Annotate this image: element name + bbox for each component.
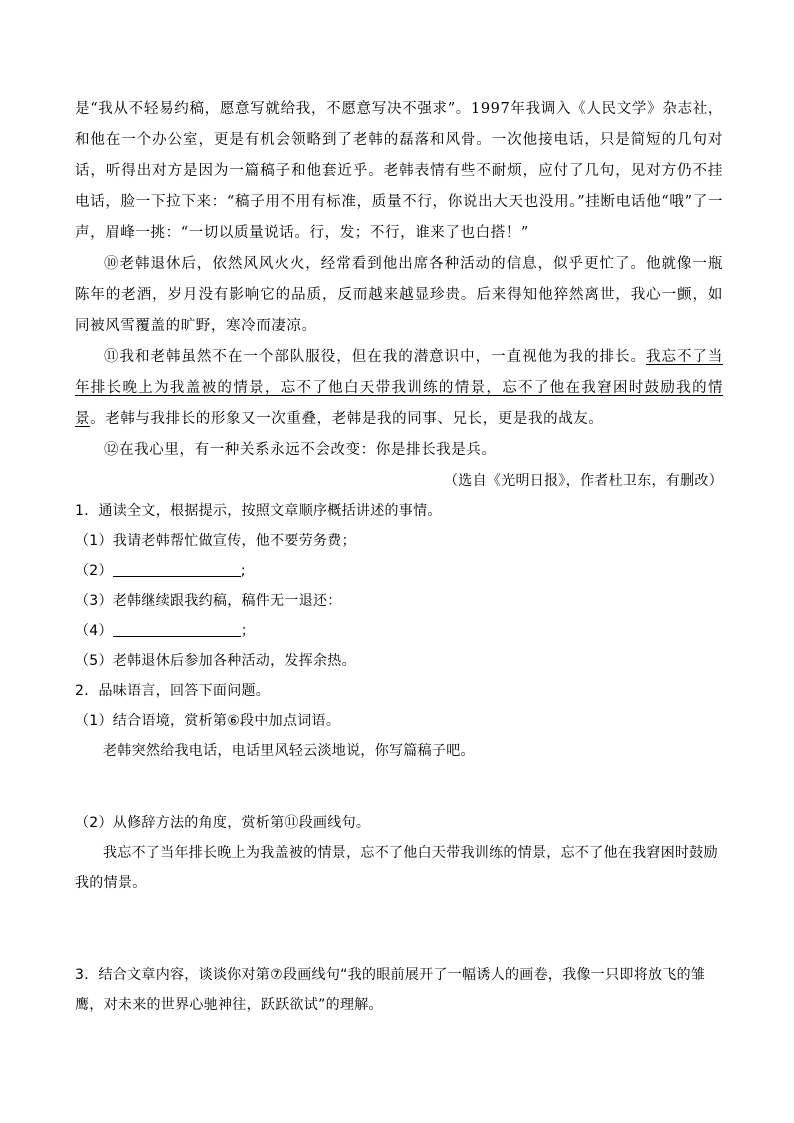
answer-space[interactable]: [75, 766, 723, 808]
questions: [75, 466, 723, 1020]
passage: [75, 94, 723, 466]
question-1-title: 1．通读全文，根据提示，按照文章顺序概括讲述的事情。: [75, 503, 442, 519]
passage-paragraph-12: ⑫在我心里，有一种关系永远不会改变：你是排长我是兵。: [104, 442, 497, 458]
item-2-number: （2）: [75, 563, 113, 579]
answer-space[interactable]: [75, 898, 723, 960]
question-1-item-5: （5）老韩退休后参加各种活动，发挥余热。: [75, 653, 356, 669]
item-4-end: ；: [240, 623, 256, 639]
document-page: [75, 94, 723, 1020]
paragraph-11-lead: ⑪我和老韩虽然不在一个部队服役，但在我的潜意识中，一直视他为我的排长。: [104, 349, 646, 365]
passage-paragraph: 是“我从不轻易约稿，愿意写就给我，不愿意写决不强求”。1997年我调入《人民文学》杂志社，和他在一个办公室，更是有机会领略到了老韩的磊落和风骨。一次他接电话，只是简短的几句对话，听得出对方是因为一篇稿子和他套近乎。老韩表情有些不耐烦，应付了几句，见对方仍不挂电话，脸一下拉下来：“稿子用不用有标准，质量不行，你说出大天也没用。”挂断电话他“哦”了一声，眉峰一挑：“一切以质量说话。行，发；不行，谁来了也白搭！”: [75, 101, 723, 241]
answer-blank-2[interactable]: [113, 560, 241, 577]
question-3-title: 3．结合文章内容，谈谈你对第⑦段画线句“我的眼前展开了一幅诱人的画卷，我像一只即将放飞的雏鹰，对未来的世界心驰神往，跃跃欲试”的理解。: [75, 967, 706, 1013]
question-1-item-1: （1）我请老韩帮忙做宣传，他不要劳务费；: [75, 533, 356, 549]
paragraph-11-underlined-sentence: 我忘不了当年排长晚上为我盖被的情景，忘不了他白天带我训练的情景，忘不了他在我窘困时鼓励我的情景: [75, 349, 724, 427]
question-2-sub-2-quote: 我忘不了当年排长晚上为我盖被的情景，忘不了他白天带我训练的情景，忘不了他在我窘困时鼓励我的情景。: [75, 845, 718, 891]
question-2-sub-1: （1）结合语境，赏析第⑥段中加点词语。: [75, 713, 341, 729]
passage-paragraph-10: ⑩老韩退休后，依然风风火火，经常看到他出席各种活动的信息，似乎更忙了。他就像一瓶陈年的老酒，岁月没有影响它的品质，反而越来越显珍贵。后来得知他猝然离世，我心一颤，如同被风雪覆盖的旷野，寒冷而凄凉。: [75, 256, 723, 334]
passage-paragraph-11: [75, 342, 723, 435]
answer-blank-4[interactable]: [113, 620, 241, 637]
paragraph-11-tail: 。老韩与我排长的形象又一次重叠，老韩是我的同事、兄长，更是我的战友。: [90, 411, 604, 427]
item-2-end: ;: [240, 563, 246, 579]
source-citation: （选自《光明日报》，作者杜卫东，有删改）: [444, 473, 723, 489]
question-1-item-3: （3）老韩继续跟我约稿，稿件无一退还：: [75, 593, 342, 609]
question-2-title: 2．品味语言，回答下面问题。: [75, 683, 271, 699]
question-2-sub-2: （2）从修辞方法的角度，赏析第⑪段画线句。: [75, 815, 371, 831]
item-4-number: （4）: [75, 623, 113, 639]
question-2-sub-1-quote: 老韩突然给我电话，电话里风轻云淡地说，你写篇稿子吧。: [103, 743, 475, 759]
question-1-item-4: [75, 616, 723, 646]
question-1-item-2: [75, 556, 723, 586]
